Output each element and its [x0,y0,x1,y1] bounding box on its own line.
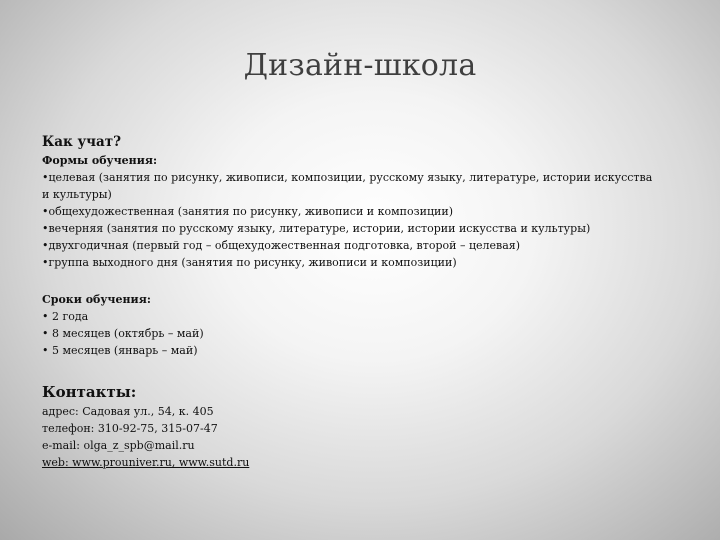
forms-item: •двухгодичная (первый год – общехудожественная подготовка, второй – целевая) [42,239,521,252]
terms-item: • 5 месяцев (январь – май) [42,344,198,357]
forms-item: •вечерняя (занятия по русскому языку, литературе, истории, истории искусства и культуры) [42,222,591,235]
contact-web-link[interactable]: web: www.prouniver.ru, www.sutd.ru [42,456,250,469]
contacts-heading: Контакты: [42,383,137,401]
forms-heading: Формы обучения: [42,154,158,167]
slide-content [42,132,662,471]
contact-phone: телефон: 310-92-75, 315-07-47 [42,422,218,435]
spacer [42,359,662,381]
terms-item: • 2 года [42,310,89,323]
section-heading-how: Как учат? [42,134,122,150]
terms-item: • 8 месяцев (октябрь – май) [42,327,204,340]
forms-item: •группа выходного дня (занятия по рисунку, живописи и композиции) [42,256,457,269]
spacer [42,271,662,291]
forms-item: •общехудожественная (занятия по рисунку, живописи и композиции) [42,205,453,218]
contact-email: e-mail: olga_z_spb@mail.ru [42,439,195,452]
slide-title: Дизайн-школа [243,48,477,83]
terms-heading: Сроки обучения: [42,293,151,306]
forms-item: •целевая (занятия по рисунку, живописи, композиции, русскому языку, литературе, истории искусства и культуры) [42,171,653,201]
contact-address: адрес: Садовая ул., 54, к. 405 [42,405,214,418]
